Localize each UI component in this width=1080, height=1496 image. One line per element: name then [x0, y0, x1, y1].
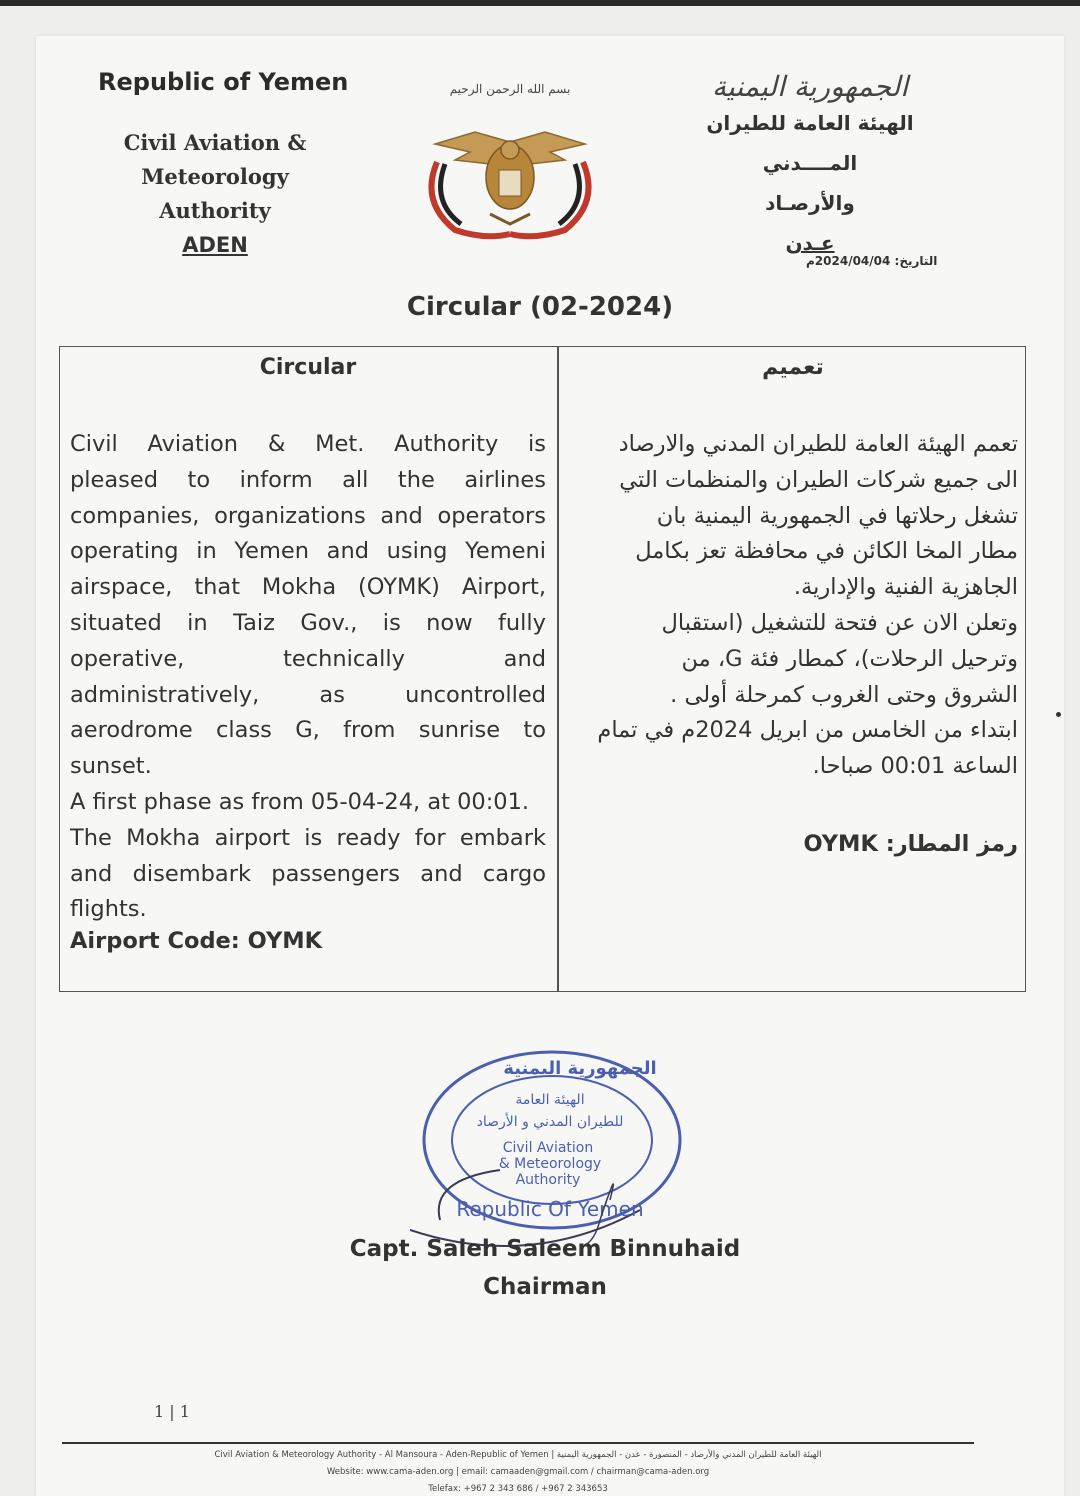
arabic-header — [660, 70, 960, 263]
arabic-body-line: تشغل رحلاتها في الجمهورية اليمنية بان — [656, 502, 1018, 529]
english-body-line: companies, organizations and operators — [70, 502, 546, 529]
english-body-line: operating in Yemen and using Yemeni — [70, 538, 546, 565]
basmala: بسم الله الرحمن الرحيم — [449, 82, 571, 96]
arabic-body-line: تعمم الهيئة العامة للطيران المدني والارصاد — [618, 431, 1018, 457]
arabic-column — [568, 347, 1018, 857]
yemen-emblem-icon — [415, 122, 605, 242]
arabic-city: عـدن — [785, 231, 835, 255]
english-airport-code: Airport Code: OYMK — [70, 928, 323, 955]
english-body — [70, 427, 546, 928]
arabic-body — [568, 427, 1018, 785]
footer-address: Civil Aviation & Meteorology Authority - Al Mansoura - Aden-Republic of Yemen | الهيئة العامة للطيران المدني والأرصاد - المنصورة - عدن - الجمهورية اليمنية — [214, 1450, 822, 1460]
arabic-body-line: وترحيل الرحلات)، كمطار فئة G، من — [681, 645, 1018, 672]
english-body-line: aerodrome class G, from sunrise to — [70, 717, 546, 744]
top-bar — [0, 0, 1080, 6]
circular-table — [59, 346, 1026, 992]
signatory-name: Capt. Saleh Saleem Binnuhaid — [349, 1236, 741, 1262]
stamp-arabic-top: الجمهورية اليمنية — [503, 1058, 657, 1079]
footer-contacts: Website: www.cama-aden.org | email: camaaden@gmail.com / chairman@cama-aden.org — [326, 1467, 710, 1477]
english-body-line: Civil Aviation & Met. Authority is — [70, 431, 546, 457]
stamp-english-line2: & Meteorology — [498, 1156, 602, 1172]
stamp-arabic-mid1: الهيئة العامة — [515, 1092, 585, 1108]
english-body-line: airspace, that Mokha (OYMK) Airport, — [70, 574, 546, 601]
arabic-country-name: الجمهورية اليمنية — [711, 70, 909, 103]
arabic-heading: تعميم — [762, 355, 824, 380]
stamp-english-line1: Civil Aviation — [502, 1140, 594, 1156]
stamp-arabic-mid2: للطيران المدني و الأرصاد — [476, 1114, 624, 1130]
stamp-english-line3: Authority — [515, 1172, 581, 1188]
english-body-line: administratively, as uncontrolled — [70, 681, 546, 708]
arabic-body-line: الساعة 00:01 صباحا. — [812, 753, 1018, 780]
footer-telefax: Telefax: +967 2 343 686 / +967 2 343653 — [428, 1484, 608, 1494]
english-heading: Circular — [259, 355, 357, 380]
stray-dot — [1056, 712, 1061, 717]
english-city: ADEN — [182, 233, 248, 257]
english-body-line: sunset. — [70, 753, 152, 780]
english-body-line: A first phase as from 05-04-24, at 00:01. — [70, 788, 530, 815]
circular-title: Circular (02-2024) — [406, 292, 674, 322]
column-divider — [557, 347, 559, 991]
english-body-line: flights. — [70, 896, 147, 923]
english-authority-name — [50, 126, 380, 262]
arabic-body-line: الجاهزية الفنية والإدارية. — [793, 574, 1018, 601]
arabic-body-line: ابتداء من الخامس من ابريل 2024م في تمام — [597, 717, 1018, 744]
english-body-line: pleased to inform all the airlines — [70, 466, 546, 493]
arabic-authority-line2: والأرصـاد — [765, 191, 855, 215]
page-number: 1 | 1 — [154, 1402, 190, 1421]
arabic-body-line: وتعلن الان عن فتحة للتشغيل (استقبال — [661, 609, 1018, 636]
stamp-english-bottom: Republic Of Yemen — [456, 1197, 644, 1221]
english-column — [70, 347, 546, 954]
english-body-line: operative, technically and — [70, 645, 546, 672]
official-stamp — [410, 1040, 690, 1250]
english-body-line: and disembark passengers and cargo — [70, 860, 546, 887]
arabic-date: التاريخ: 2024/04/04م — [806, 254, 938, 268]
signatory-title: Chairman — [483, 1274, 607, 1300]
english-authority-line1: Civil Aviation & Meteorology — [123, 130, 307, 189]
arabic-authority-line1: الهيئة العامة للطيران المــــدني — [706, 111, 914, 175]
english-body-line: situated in Taiz Gov., is now fully — [70, 609, 546, 636]
english-body-line: The Mokha airport is ready for embark — [70, 824, 546, 851]
arabic-airport-code: رمز المطار: OYMK — [803, 830, 1018, 857]
arabic-body-line: مطار المخا الكائن في محافظة تعز بكامل — [635, 538, 1018, 565]
english-country-name: Republic of Yemen — [98, 68, 349, 96]
arabic-body-line: الى جميع شركات الطيران والمنظمات التي — [619, 466, 1018, 493]
arabic-body-line: الشروق وحتى الغروب كمرحلة أولى . — [670, 681, 1018, 708]
english-authority-line2: Authority — [159, 198, 271, 223]
footer-rule — [62, 1442, 974, 1444]
